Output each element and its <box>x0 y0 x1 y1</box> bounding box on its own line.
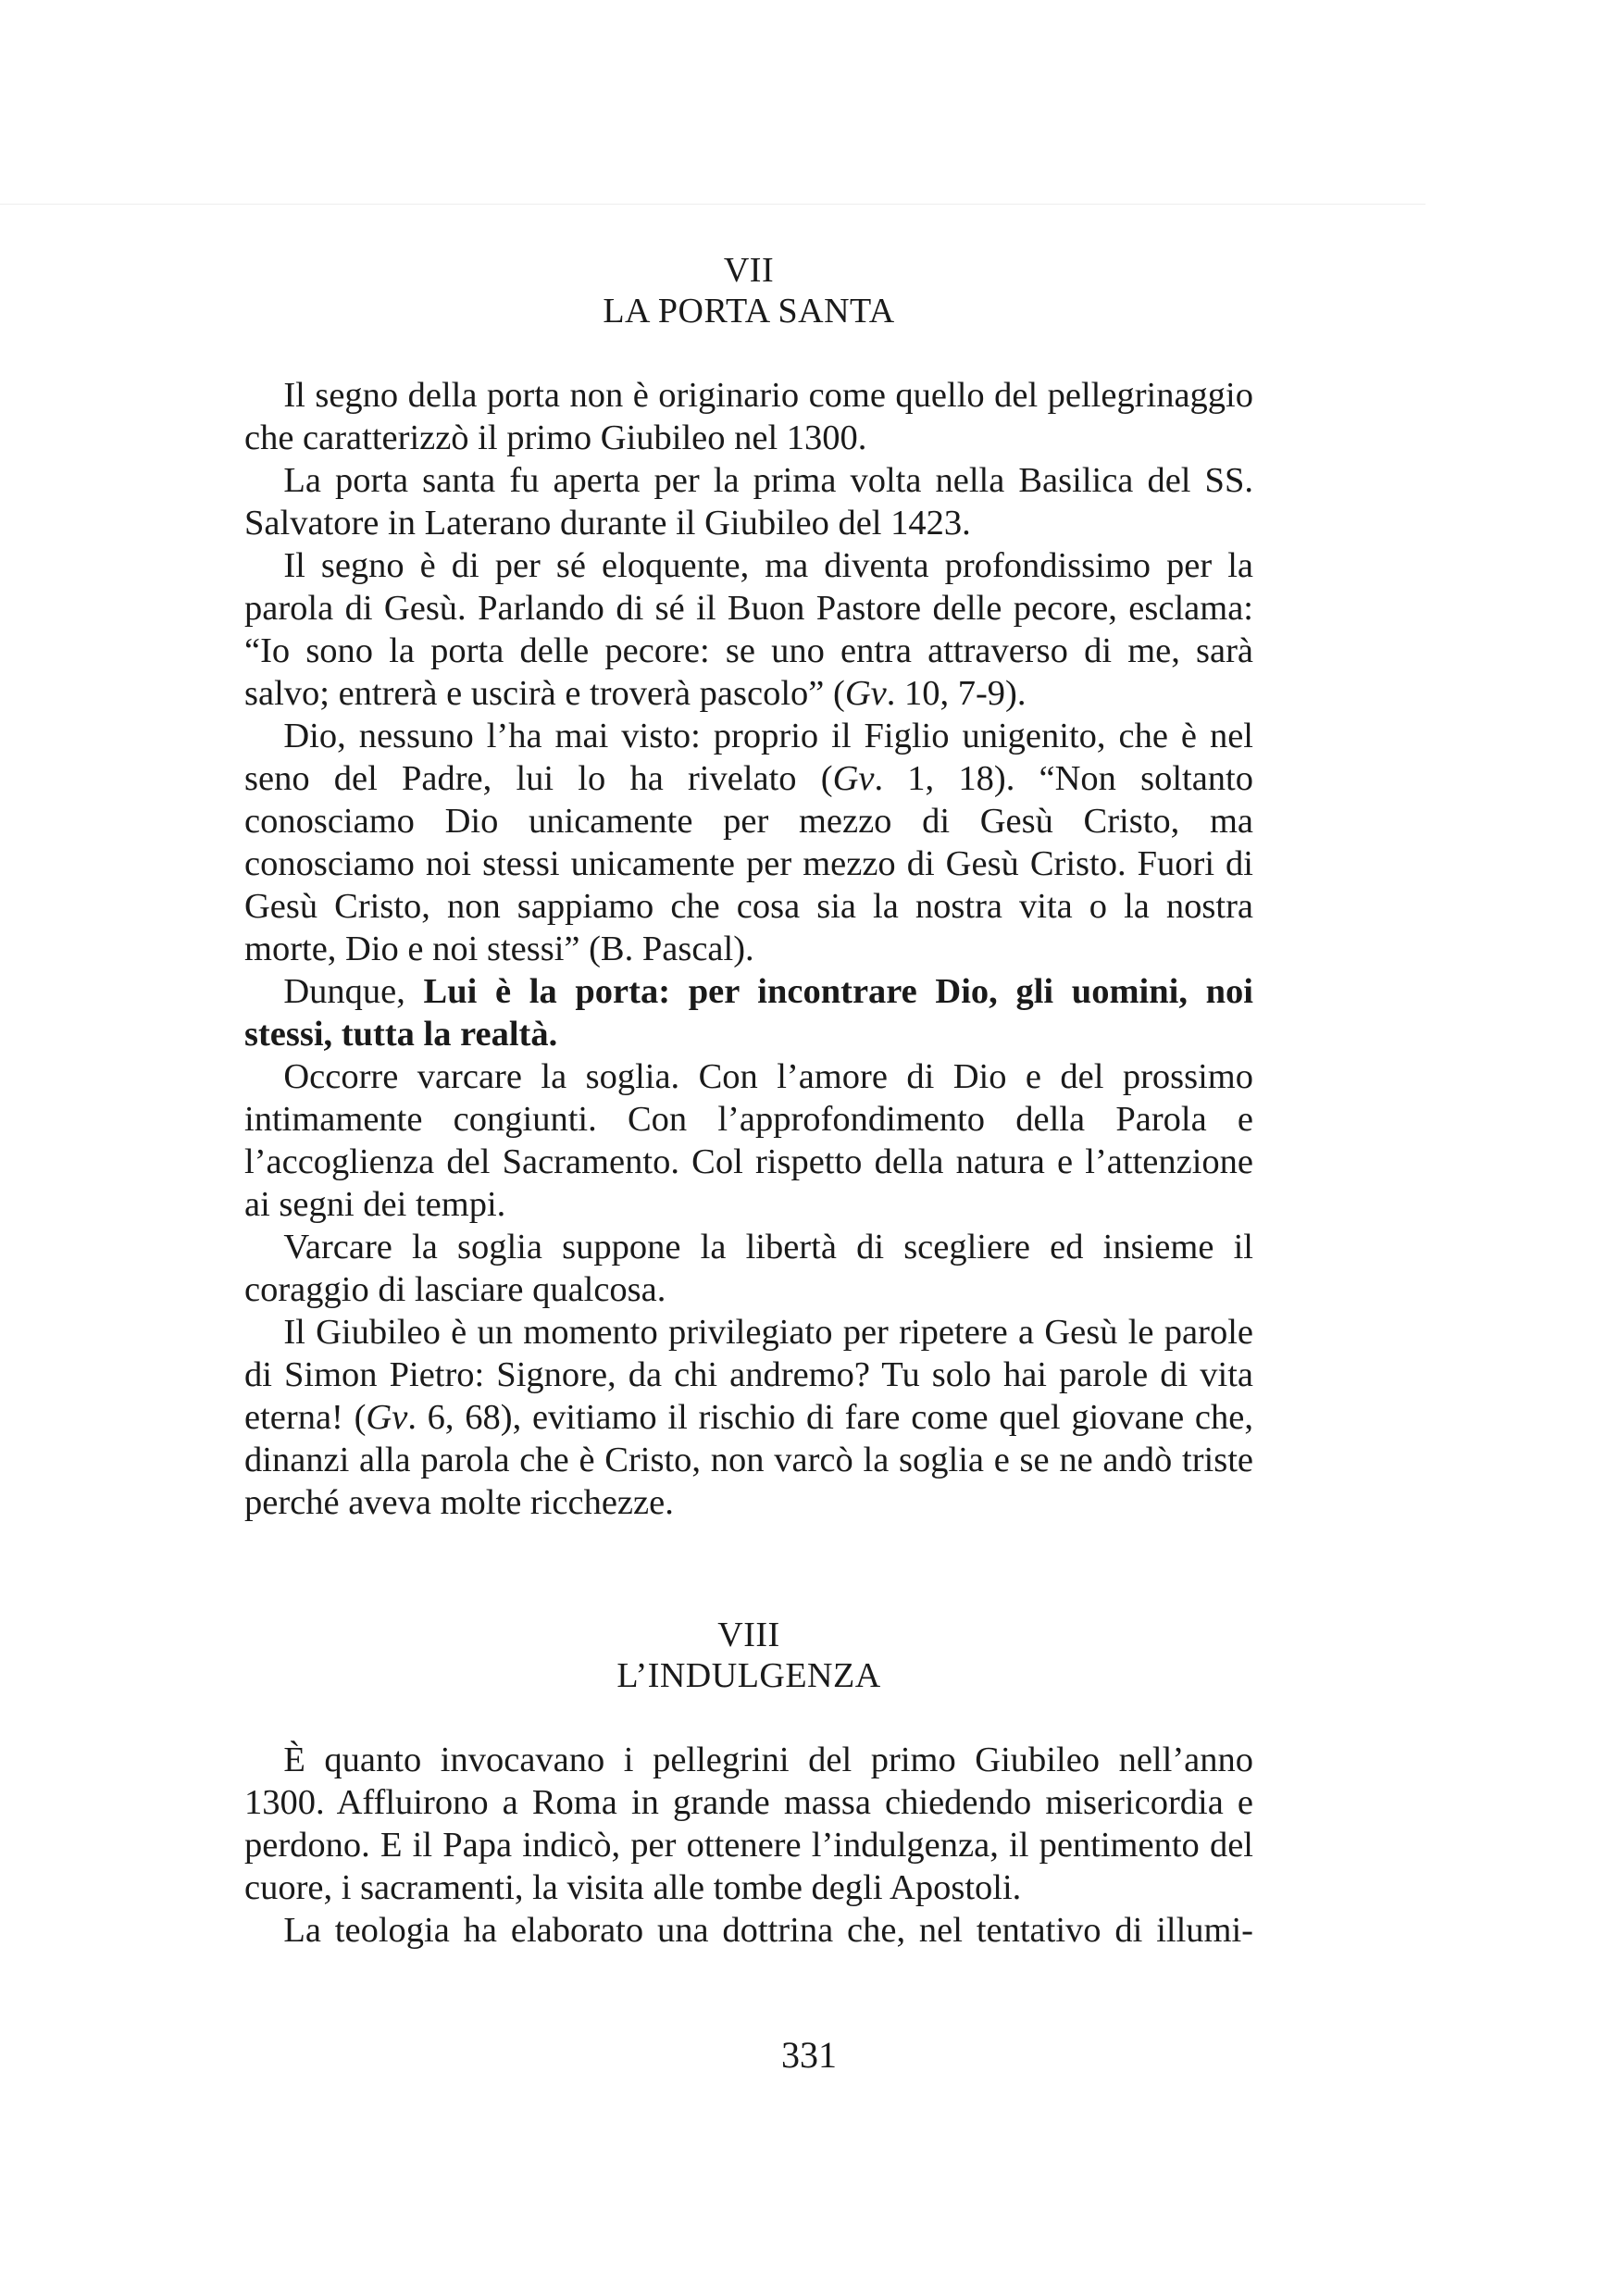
paragraph-text: Il Giubileo è un momento privilegiato per ripetere a Gesù le parole di Simon Pietro: Signore, da chi andremo? Tu solo hai parole di vita eterna! ( <box>244 1313 1253 1437</box>
paragraph: Varcare la soglia suppone la libertà di scegliere ed insieme il coraggio di lasciare qualcosa. <box>244 1228 1253 1309</box>
paragraph-text: . 1, 18). “Non soltanto conosciamo Dio unicamente per mezzo di Gesù Cristo, ma conosciamo noi stessi unicamente per mezzo di Gesù Cristo. Fuori di Gesù Cristo, non sappiamo che cosa sia la nostra vita o la nostra morte, Dio e noi stessi” (B. Pascal). <box>244 759 1253 968</box>
chapter-7-title: LA PORTA SANTA <box>603 292 895 331</box>
citation: Gv <box>366 1398 408 1437</box>
paragraph-text: Il segno è di per sé eloquente, ma diventa profondissimo per la parola di Gesù. Parlando di sé il Buon Pastore delle pecore, esclama: “Io sono la porta delle pecore: se uno entra attraverso di me, sarà salvo; entrerà e uscirà e troverà pascolo” ( <box>244 546 1253 713</box>
paragraph: Occorre varcare la soglia. Con l’amore di Dio e del prossimo intimamente congiunti. Con l’approfondimento della Parola e l’accoglienza del Sacramento. Col rispetto della natura e l’attenzione ai segni dei tempi. <box>244 1057 1253 1224</box>
paragraph-text: Dio, nessuno l’ha mai visto: proprio il Figlio unigenito, che è nel seno del Padre, lui lo ha rivelato ( <box>244 717 1253 798</box>
paragraph: È quanto invocavano i pellegrini del primo Giubileo nell’anno 1300. Affluirono a Roma in grande massa chiedendo misericordia e perdono. E il Papa indicò, per ottenere l’indulgenza, il pentimento del cuore, i sacramenti, la visita alle tombe degli Apostoli. <box>244 1741 1253 1907</box>
paragraph <box>244 544 1253 715</box>
page-scan-edge <box>0 204 1425 205</box>
chapter-8-title: L’INDULGENZA <box>616 1656 881 1695</box>
chapter-7-numeral: VII <box>723 251 775 290</box>
chapter-7-body <box>244 374 1253 1524</box>
paragraph: La porta santa fu aperta per la prima volta nella Basilica del SS. Salvatore in Laterano durante il Giubileo del 1423. <box>244 461 1253 543</box>
citation: Gv <box>844 674 887 713</box>
citation: Gv <box>832 759 875 798</box>
paragraph <box>244 1311 1253 1524</box>
paragraph <box>244 715 1253 970</box>
paragraph <box>244 970 1253 1055</box>
paragraph-text: . 6, 68), evitiamo il rischio di fare come quel giovane che, dinanzi alla parola che è Cristo, non varcò la soglia e se ne andò triste perché aveva molte ricchezze. <box>244 1398 1253 1522</box>
chapter-7-heading <box>244 250 1253 331</box>
chapter-8-body <box>244 1739 1253 1952</box>
chapter-8-heading <box>244 1615 1253 1696</box>
page-number: 331 <box>781 2034 837 2076</box>
emphasis: Lui è la porta: per incontrare Dio, gli uomini, noi stessi, tutta la realtà <box>244 972 1253 1054</box>
chapter-8-numeral: VIII <box>717 1616 780 1654</box>
paragraph-text: . 10, 7-9). <box>886 674 1027 713</box>
paragraph-text: Dunque, <box>283 972 424 1011</box>
paragraph: La teologia ha elaborato una dottrina che, nel tentativo di illumi- <box>283 1911 1253 1950</box>
book-page <box>244 250 1253 1952</box>
paragraph: Il segno della porta non è originario come quello del pellegrinaggio che caratterizzò il primo Giubileo nel 1300. <box>244 376 1253 457</box>
paragraph-text: . <box>548 1015 558 1054</box>
